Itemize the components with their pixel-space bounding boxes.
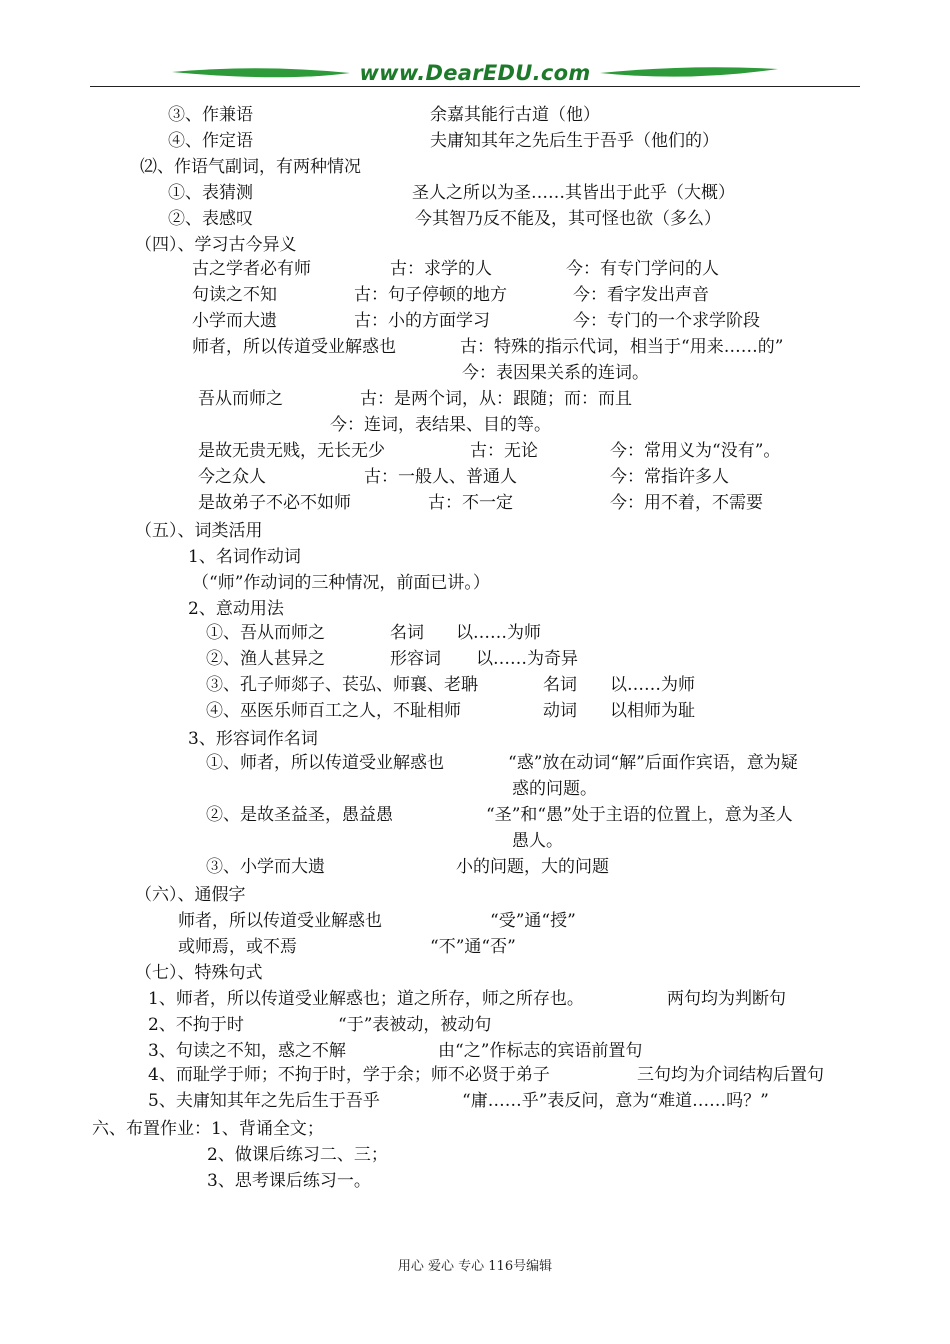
text-line-segment: 以……为师 bbox=[456, 623, 541, 643]
text-line-segment: “于”表被动，被动句 bbox=[338, 1015, 492, 1035]
text-line: 1、师者，所以传道受业解惑也；道之所存，师之所存也。 bbox=[148, 989, 584, 1009]
text-line: 3、句读之不知，惑之不解 bbox=[148, 1041, 346, 1061]
text-line: 今：表因果关系的连词。 bbox=[462, 363, 649, 383]
site-logo bbox=[170, 60, 780, 86]
text-line: 4、而耻学于师；不拘于时，学于余；师不必贤于弟子 bbox=[148, 1065, 550, 1085]
text-line: 六、布置作业：1、背诵全文； bbox=[92, 1119, 324, 1139]
text-line-segment: 古：小的方面学习 bbox=[354, 311, 490, 331]
text-line-segment: 余嘉其能行古道（他） bbox=[430, 105, 600, 125]
text-line-segment: 由“之”作标志的宾语前置句 bbox=[438, 1041, 643, 1061]
text-line: ④、巫医乐师百工之人，不耻相师 bbox=[206, 701, 461, 721]
text-line: 惑的问题。 bbox=[512, 779, 597, 799]
text-line-segment: 形容词 bbox=[390, 649, 441, 669]
text-line-segment: 动词 bbox=[543, 701, 577, 721]
text-line-segment: 小的问题，大的问题 bbox=[456, 857, 609, 877]
text-line: 小学而大遗 bbox=[192, 311, 277, 331]
text-line: ①、表猜测 bbox=[168, 183, 253, 203]
text-line-segment: 古：不一定 bbox=[428, 493, 513, 513]
text-line: 是故弟子不必不如师 bbox=[198, 493, 351, 513]
text-line-segment: 今：有专门学问的人 bbox=[566, 259, 719, 279]
text-line-segment: “受”通“授” bbox=[490, 911, 576, 931]
text-line-segment: 两句均为判断句 bbox=[667, 989, 786, 1009]
text-line: 5、夫庸知其年之先后生于吾乎 bbox=[148, 1091, 380, 1111]
text-line-segment: 今：常指许多人 bbox=[610, 467, 729, 487]
text-line: 师者，所以传道受业解惑也 bbox=[178, 911, 382, 931]
text-line: ③、孔子师郯子、苌弘、师襄、老聃 bbox=[206, 675, 478, 695]
text-line: 2、意动用法 bbox=[188, 599, 284, 619]
text-line: 3、思考课后练习一。 bbox=[207, 1171, 371, 1191]
text-line-segment: 古：是两个词，从：跟随；而：而且 bbox=[360, 389, 632, 409]
text-line-segment: 古：一般人、普通人 bbox=[364, 467, 517, 487]
text-line: 2、做课后练习二、三； bbox=[207, 1145, 388, 1165]
text-line: （七）、特殊句式 bbox=[135, 963, 263, 983]
text-line: 吾从而师之 bbox=[198, 389, 283, 409]
text-line: 今：连词，表结果、目的等。 bbox=[330, 415, 551, 435]
text-line: ②、表感叹 bbox=[168, 209, 253, 229]
text-line-segment: 古：句子停顿的地方 bbox=[354, 285, 507, 305]
text-line: 师者，所以传道受业解惑也 bbox=[192, 337, 396, 357]
text-line-segment: 古：无论 bbox=[470, 441, 538, 461]
text-line: ①、师者，所以传道受业解惑也 bbox=[206, 753, 444, 773]
text-line-segment: 古：特殊的指示代词，相当于“用来……的” bbox=[460, 337, 784, 357]
text-line-segment: 今：常用义为“没有”。 bbox=[610, 441, 781, 461]
text-line: ①、吾从而师之 bbox=[206, 623, 325, 643]
text-line-segment: 今：看字发出声音 bbox=[573, 285, 709, 305]
text-line-segment: “圣”和“愚”处于主语的位置上，意为圣人 bbox=[486, 805, 793, 825]
text-line: 愚人。 bbox=[512, 831, 563, 851]
text-line-segment: 以相师为耻 bbox=[610, 701, 695, 721]
page-footer: 用心 爱心 专心 116号编辑 bbox=[397, 1259, 553, 1274]
text-line-segment: 名词 bbox=[543, 675, 577, 695]
text-line-segment: 今：专门的一个求学阶段 bbox=[573, 311, 760, 331]
text-line: ⑵、作语气副词，有两种情况 bbox=[140, 157, 361, 177]
text-line: 或师焉，或不焉 bbox=[178, 937, 297, 957]
text-line-segment: 以……为师 bbox=[610, 675, 695, 695]
text-line: ④、作定语 bbox=[168, 131, 253, 151]
text-line: ②、渔人甚异之 bbox=[206, 649, 325, 669]
text-line: 3、形容词作名词 bbox=[188, 729, 318, 749]
text-line: （五）、词类活用 bbox=[135, 521, 263, 541]
text-line-segment: 以……为奇异 bbox=[476, 649, 578, 669]
text-line-segment: “不”通“否” bbox=[430, 937, 516, 957]
text-line: 是故无贵无贱，无长无少 bbox=[198, 441, 385, 461]
site-logo-text: www.DearEDU.com bbox=[359, 61, 591, 85]
text-line: ②、是故圣益圣，愚益愚 bbox=[206, 805, 393, 825]
text-line-segment: “庸……乎”表反问，意为“难道……吗？” bbox=[462, 1091, 769, 1111]
text-line-segment: 三句均为介词结构后置句 bbox=[637, 1065, 824, 1085]
text-line: ③、作兼语 bbox=[168, 105, 253, 125]
text-line: 句读之不知 bbox=[192, 285, 277, 305]
text-line-segment: 今其智乃反不能及，其可怪也欲（多么） bbox=[415, 209, 721, 229]
text-line-segment: 圣人之所以为圣……其皆出于此乎（大概） bbox=[412, 183, 735, 203]
text-line-segment: 名词 bbox=[390, 623, 424, 643]
text-line: 1、名词作动词 bbox=[188, 547, 301, 567]
text-line: 2、不拘于时 bbox=[148, 1015, 244, 1035]
text-line: （“师”作动词的三种情况，前面已讲。） bbox=[192, 573, 490, 593]
text-line-segment: 古：求学的人 bbox=[390, 259, 492, 279]
text-line: （四）、学习古今异义 bbox=[135, 235, 297, 255]
text-line-segment: 夫庸知其年之先后生于吾乎（他们的） bbox=[430, 131, 719, 151]
text-line-segment: 今：用不着，不需要 bbox=[610, 493, 763, 513]
text-line-segment: “惑”放在动词“解”后面作宾语，意为疑 bbox=[508, 753, 798, 773]
text-line: 古之学者必有师 bbox=[192, 259, 311, 279]
header-divider bbox=[90, 86, 860, 87]
text-line: 今之众人 bbox=[198, 467, 266, 487]
text-line: ③、小学而大遗 bbox=[206, 857, 325, 877]
text-line: （六）、通假字 bbox=[135, 885, 246, 905]
